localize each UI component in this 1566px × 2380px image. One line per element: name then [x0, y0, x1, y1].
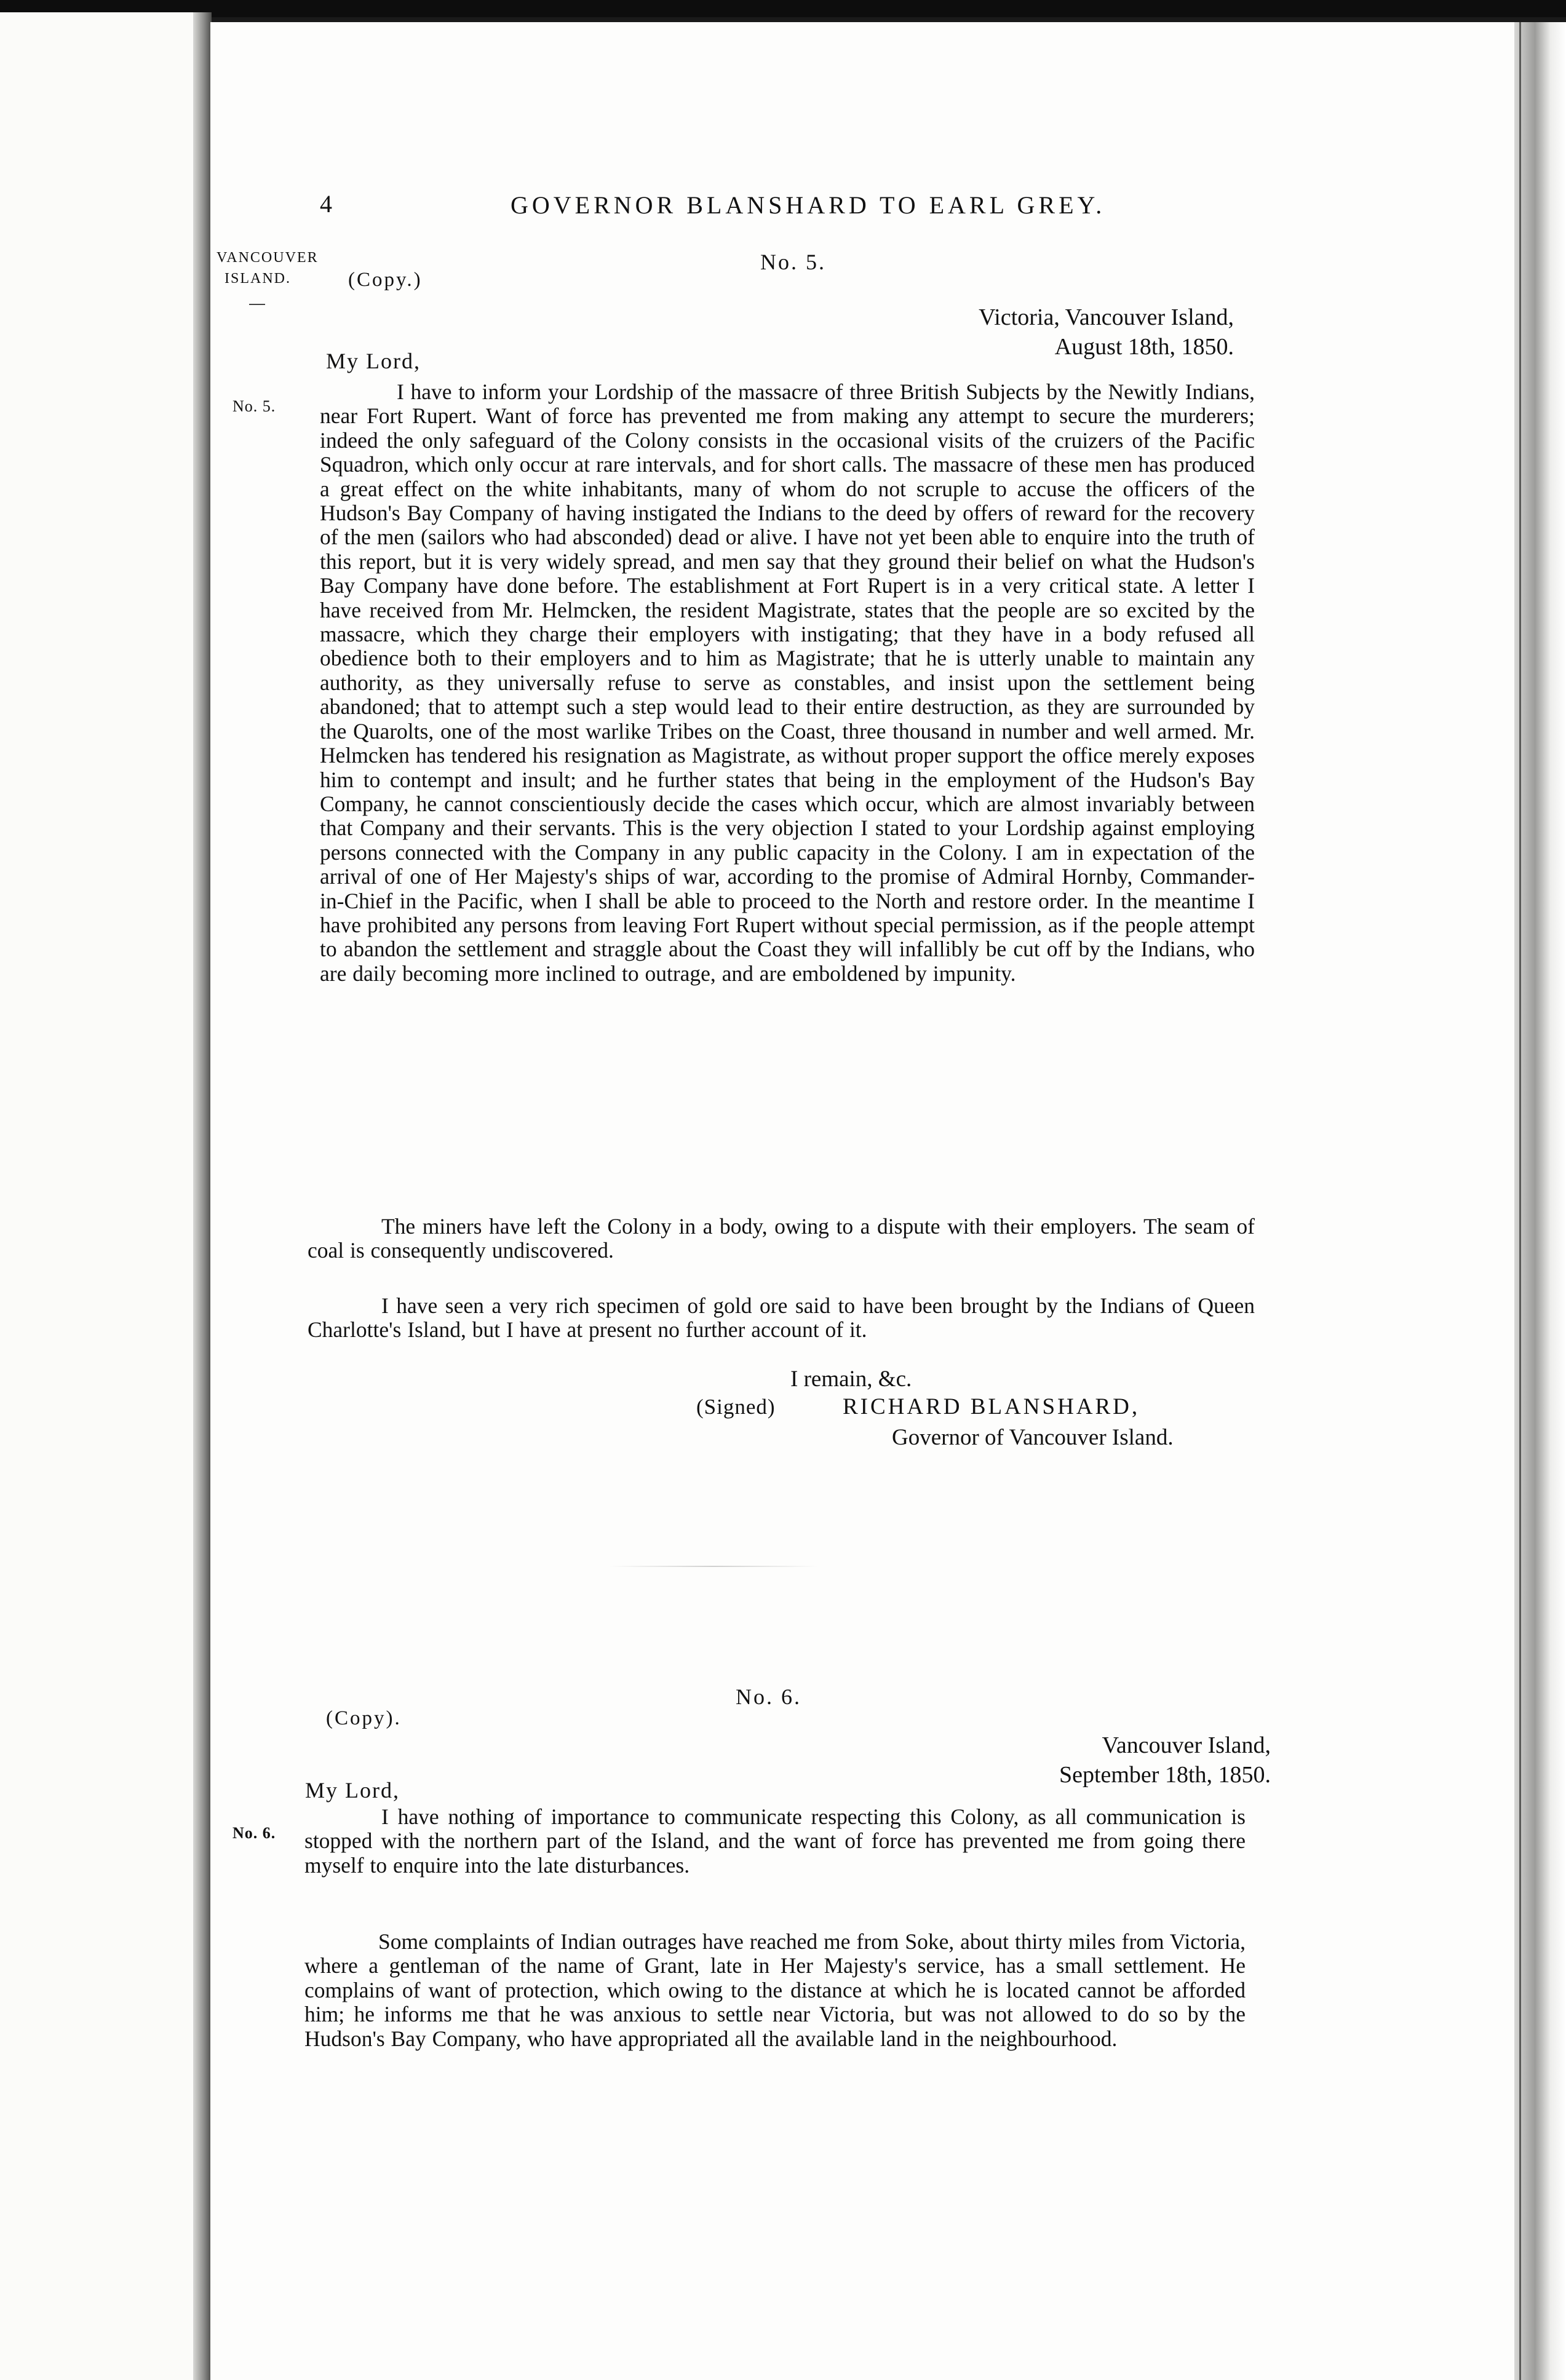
margin-note-no6: No. 6.: [233, 1824, 276, 1842]
letter5-salutation: My Lord,: [326, 349, 421, 373]
margin-label-line: VANCOUVER: [217, 250, 319, 266]
margin-note-no5: No. 5.: [233, 397, 276, 415]
scan-top-edge: [0, 0, 1566, 17]
letter6-number: No. 6.: [736, 1684, 801, 1709]
section-divider: [609, 1566, 818, 1567]
margin-label-line: ISLAND.: [225, 271, 291, 287]
margin-rule: [249, 304, 265, 305]
running-title: GOVERNOR BLANSHARD TO EARL GREY.: [511, 191, 1106, 219]
letter5-number: No. 5.: [760, 250, 826, 274]
letter5-copy-label: (Copy.): [348, 269, 423, 291]
margin-section-label: [217, 247, 319, 289]
letter6-copy-label: (Copy).: [326, 1707, 402, 1729]
letter5-signer-title: Governor of Vancouver Island.: [892, 1425, 1174, 1450]
letter5-place: Victoria, Vancouver Island,: [979, 304, 1234, 330]
letter5-paragraph: I have seen a very rich specimen of gold ore said to have been brought by the Indians of Queen Charlotte's Island, but I have at present no further account of it.: [308, 1293, 1255, 1343]
facing-page: [0, 12, 198, 2380]
letter5-signed-label: (Signed): [696, 1395, 776, 1419]
letter5-paragraph: I have to inform your Lordship of the massacre of three British Subjects by the Newitly Indians, near Fort Rupert. Want of force has prevented me from making any attempt to secure the murderers; indeed the only safeguard of the Colony consists in the occasional visits of the cruizers of the Pacific Squadron, which only occur at rare intervals, and for short calls. The massacre of these men has produced a great effect on the white inhabitants, many of whom do not scruple to accuse the officers of the Hudson's Bay Company of having instigated the Indians to the deed by offers of reward for the recovery of the men (sailors who had absconded) dead or alive. I have not yet been able to enquire into the truth of this report, but it is very widely spread, and men say that they ground their belief on what the Hudson's Bay Company have done before. The establishment at Fort Rupert is in a very critical state. A letter I have received from Mr. Helmcken, the resident Magistrate, states that the people are so excited by the massacre, which they charge their employers with instigating; that they have in a body refused all obedience both to their employers and to him as Magistrate; that he is utterly unable to maintain any authority, as they universally refuse to serve as constables, and insist upon the settlement being abandoned; that to attempt such a step would lead to their entire destruction, as they are surrounded by the Quarolts, one of the most warlike Tribes on the Coast, three thousand in number and well armed. Mr. Helmcken has tendered his resignation as Magistrate, as without proper support the office merely exposes him to contempt and insult; and he further states that being in the employment of the Hudson's Bay Company, he cannot conscientiously decide the cases which occur, which are almost invariably between that Company and their servants. This is the very objection I stated to your Lordship against employing persons connected with the Company in any public capacity in the Colony. I am in expectation of the arrival of one of Her Majesty's ships of war, according to the promise of Admiral Hornby, Commander-in-Chief in the Pacific, when I shall be able to proceed to the North and restore order. In the meantime I have prohibited any persons from leaving Fort Rupert without special permission, as if the people attempt to abandon the settlement and straggle about the Coast they will infallibly be cut off by the Indians, who are daily becoming more inclined to outrage, and are emboldened by impunity.: [320, 379, 1255, 986]
letter6-place-date: [1059, 1731, 1271, 1790]
letter6-paragraph: Some complaints of Indian outrages have reached me from Soke, about thirty miles from Victoria, where a gentleman of the name of Grant, late in Her Majesty's service, has a small settlement. He complains of want of protection, which owing to the distance at which he is located cannot be afforded him; he informs me that he was anxious to settle near Victoria, but was not allowed to do so by the Hudson's Bay Company, who have appropriated all the available land in the neighbourhood.: [304, 1929, 1246, 2051]
letter5-paragraph: The miners have left the Colony in a body, owing to a dispute with their employers. The seam of coal is consequently undiscovered.: [308, 1214, 1255, 1263]
letter6-place: Vancouver Island,: [1102, 1732, 1271, 1758]
letter5-date: August 18th, 1850.: [1054, 334, 1234, 360]
page-edge-line: [1519, 22, 1521, 2380]
letter6-salutation: My Lord,: [305, 1778, 400, 1803]
letter5-signer: RICHARD BLANSHARD,: [843, 1394, 1140, 1419]
page-number: 4: [320, 190, 333, 218]
letter6-date: September 18th, 1850.: [1059, 1762, 1271, 1788]
binding-gutter: [193, 12, 212, 2380]
page-edge: [1514, 22, 1566, 2380]
letter6-paragraph: I have nothing of importance to communicate respecting this Colony, as all communication is stopped with the northern part of the Island, and the want of force has prevented me from going there myself to enquire into the late disturbances.: [304, 1804, 1246, 1878]
letter5-closing: I remain, &c.: [790, 1367, 912, 1392]
letter5-place-date: [979, 303, 1234, 362]
